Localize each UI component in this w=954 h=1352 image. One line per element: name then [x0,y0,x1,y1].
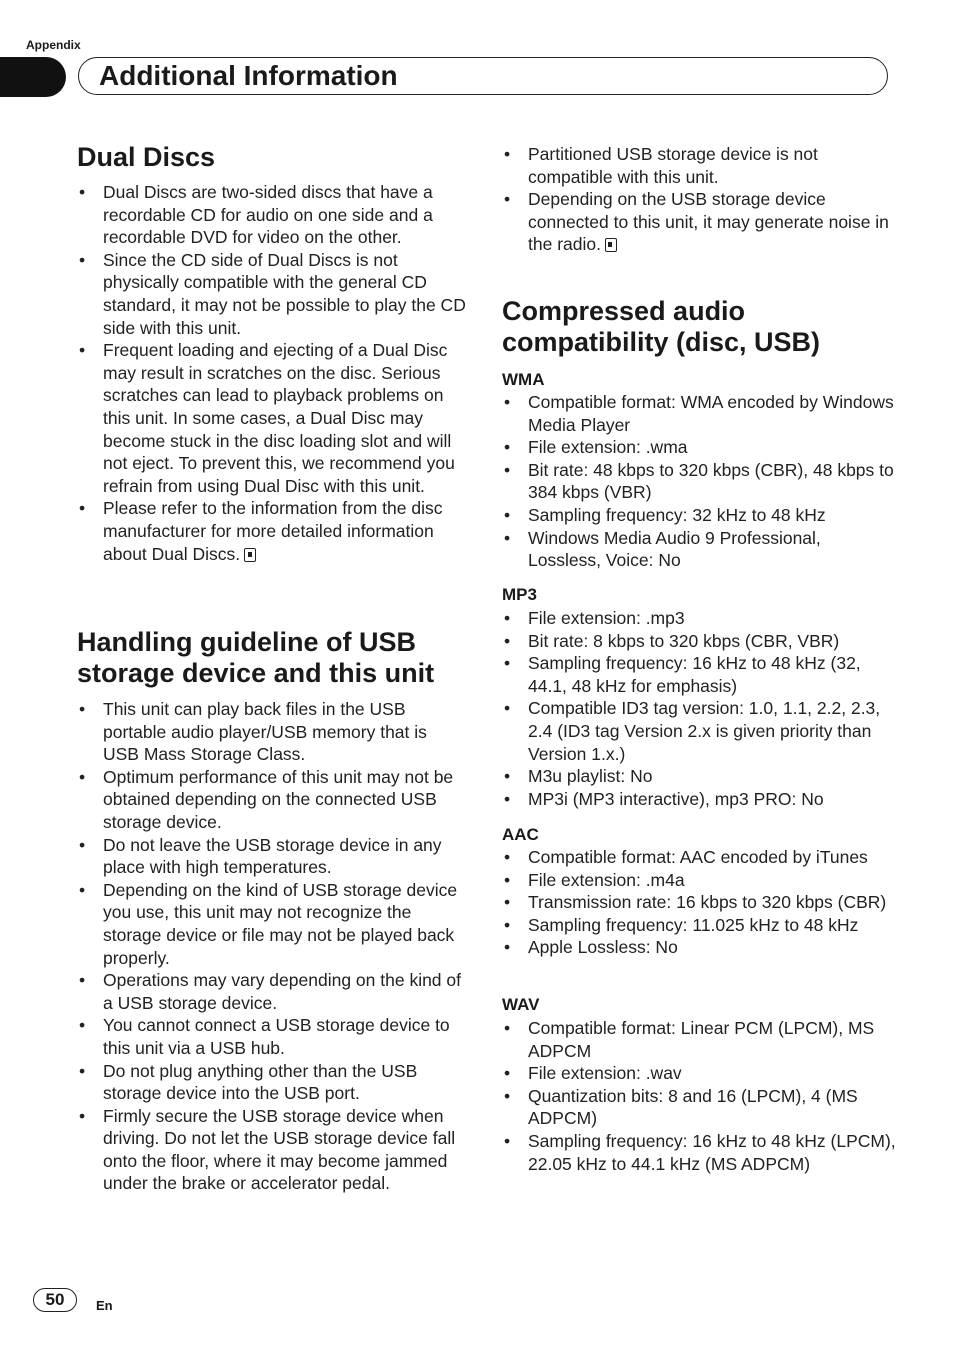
list-item-text: Depending on the USB storage device connected to this unit, it may generate noise in the radio. [528,189,889,255]
usb-handling-list-continued [502,143,897,256]
compressed-audio-heading: Compressed audio compatibility (disc, USB) [502,296,821,357]
list-item: • File extension: .mp3 [502,607,897,630]
wav-list [502,1017,897,1175]
list-item: • Sampling frequency: 16 kHz to 48 kHz (32, 44.1, 48 kHz for emphasis) [502,652,897,697]
usb-handling-heading: Handling guideline of USB storage device and this unit [77,627,435,688]
language-code: En [96,1298,113,1313]
list-item: • M3u playlist: No [502,765,897,788]
list-item: • Compatible format: Linear PCM (LPCM), MS ADPCM [502,1017,897,1062]
page-number: 50 [33,1288,77,1312]
list-item: • Sampling frequency: 32 kHz to 48 kHz [502,504,897,527]
aac-subheading: AAC [502,825,539,844]
end-of-section-icon [244,548,256,562]
list-item: • Since the CD side of Dual Discs is not physically compatible with the general CD standard, it may not be possible to play the CD side with this unit. [77,249,467,339]
list-item: • Bit rate: 48 kbps to 320 kbps (CBR), 48 kbps to 384 kbps (VBR) [502,459,897,504]
wav-subheading: WAV [502,995,540,1014]
list-item: • MP3i (MP3 interactive), mp3 PRO: No [502,788,897,811]
list-item: • Bit rate: 8 kbps to 320 kbps (CBR, VBR) [502,630,897,653]
list-item: • Compatible format: WMA encoded by Windows Media Player [502,391,897,436]
list-item [502,188,897,256]
appendix-label: Appendix [26,38,81,52]
list-item: • Sampling frequency: 16 kHz to 48 kHz (LPCM), 22.05 kHz to 44.1 kHz (MS ADPCM) [502,1130,897,1175]
list-item: • Quantization bits: 8 and 16 (LPCM), 4 (MS ADPCM) [502,1085,897,1130]
dual-discs-heading: Dual Discs [77,142,216,172]
list-item: • Compatible format: AAC encoded by iTunes [502,846,886,869]
section-title-bar [78,57,888,95]
list-item: • File extension: .m4a [502,869,886,892]
list-item: • Compatible ID3 tag version: 1.0, 1.1, 2.2, 2.3, 2.4 (ID3 tag Version 2.x is given priority than Version 1.x.) [502,697,897,765]
list-item: • Firmly secure the USB storage device when driving. Do not let the USB storage device fall onto the floor, where it may become jammed under the brake or accelerator pedal. [77,1105,467,1195]
list-item: • Apple Lossless: No [502,936,886,959]
list-item: • Dual Discs are two-sided discs that have a recordable CD for audio on one side and a recordable DVD for video on the other. [77,181,467,249]
section-title: Additional Information [99,60,398,91]
mp3-subheading: MP3 [502,585,537,604]
aac-list [502,846,886,959]
list-item: • File extension: .wav [502,1062,897,1085]
list-item: • Transmission rate: 16 kbps to 320 kbps (CBR) [502,891,886,914]
list-item: • Sampling frequency: 11.025 kHz to 48 kHz [502,914,886,937]
section-tab-marker [0,57,66,97]
list-item-text: Please refer to the information from the disc manufacturer for more detailed information about Dual Discs. [103,498,443,564]
wma-list [502,391,897,572]
list-item: • Do not leave the USB storage device in any place with high temperatures. [77,834,467,879]
list-item: • Frequent loading and ejecting of a Dual Disc may result in scratches on the disc. Serious scratches can lead to playback problems on this unit. In some cases, a Dual Disc may become stuck in the disc loading slot and will not eject. To prevent this, we recommend you refrain from using Dual Disc with this unit. [77,339,467,497]
mp3-list [502,607,897,810]
list-item: • Partitioned USB storage device is not compatible with this unit. [502,143,897,188]
list-item: • Optimum performance of this unit may not be obtained depending on the connected USB storage device. [77,766,467,834]
end-of-section-icon [605,238,617,252]
list-item: • You cannot connect a USB storage device to this unit via a USB hub. [77,1014,467,1059]
wma-subheading: WMA [502,370,545,389]
list-item: • Do not plug anything other than the USB storage device into the USB port. [77,1060,467,1105]
list-item: • Depending on the kind of USB storage device you use, this unit may not recognize the storage device or file may not be played back properly. [77,879,467,969]
list-item: • Windows Media Audio 9 Professional, Lossless, Voice: No [502,527,897,572]
list-item: • Operations may vary depending on the kind of a USB storage device. [77,969,467,1014]
usb-handling-list [77,698,467,1195]
list-item: • File extension: .wma [502,436,897,459]
dual-discs-list [77,181,467,565]
list-item [77,497,467,565]
list-item: • This unit can play back files in the USB portable audio player/USB memory that is USB Mass Storage Class. [77,698,467,766]
